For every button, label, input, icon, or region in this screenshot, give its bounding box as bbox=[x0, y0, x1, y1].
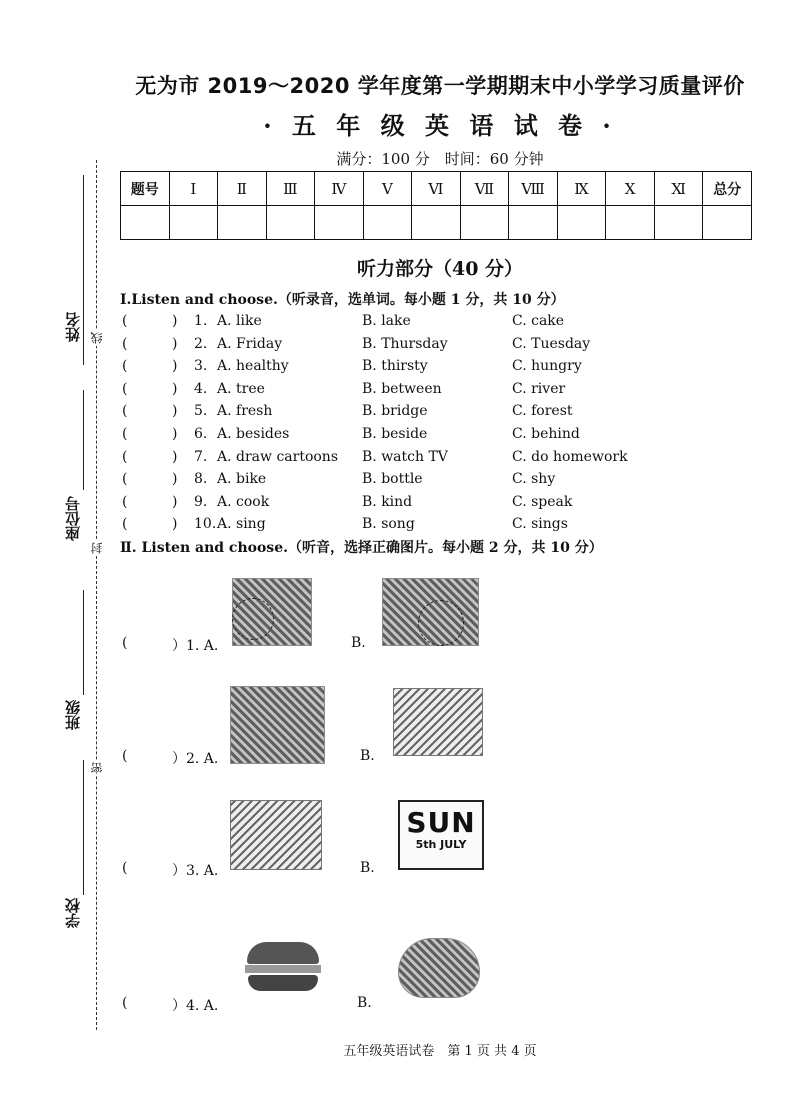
question-number: 8. bbox=[194, 471, 208, 488]
question-number: ）1. A. bbox=[172, 638, 219, 654]
answer-paren-right: ) bbox=[172, 493, 178, 510]
question-number: 10. bbox=[194, 516, 217, 533]
calendar-day-text: SUN bbox=[406, 806, 476, 839]
question-number: ）2. A. bbox=[172, 751, 219, 767]
highlight-circle bbox=[418, 600, 464, 646]
question-row bbox=[122, 449, 762, 471]
class-label: 班级 bbox=[64, 700, 82, 730]
option-c: C. forest bbox=[512, 403, 573, 420]
answer-paren-right: ) bbox=[172, 380, 178, 397]
answer-paren[interactable]: ( bbox=[122, 860, 128, 876]
score-cell[interactable] bbox=[654, 206, 703, 240]
score-cell[interactable] bbox=[460, 206, 509, 240]
score-col-header: 题号 bbox=[121, 172, 170, 206]
option-c: C. cake bbox=[512, 313, 565, 329]
question-row bbox=[122, 381, 762, 403]
score-col-header: Ⅳ bbox=[315, 172, 364, 206]
picture-option-a[interactable] bbox=[230, 800, 322, 870]
option-b: B. beside bbox=[362, 426, 428, 442]
seat-line[interactable] bbox=[83, 390, 84, 490]
listening-heading: 听力部分（40 分） bbox=[356, 258, 524, 280]
option-a: A. like bbox=[217, 313, 262, 329]
question-number: 6. bbox=[194, 426, 208, 442]
exam-subtitle: · 五 年 级 英 语 试 卷 · bbox=[263, 111, 617, 140]
score-col-header: Ⅷ bbox=[509, 172, 558, 206]
answer-paren-left[interactable]: ( bbox=[122, 471, 128, 488]
answer-paren[interactable]: ( bbox=[122, 995, 128, 1011]
part1-title: Ⅰ.Listen and choose.（听录音，选单词。每小题 1 分，共 10 分） bbox=[120, 292, 565, 308]
question-row bbox=[122, 426, 762, 448]
question-number: 9. bbox=[194, 493, 208, 510]
page-footer: 五年级英语试卷 第 1 页 共 4 页 bbox=[343, 1044, 537, 1059]
answer-paren-left[interactable]: ( bbox=[122, 313, 128, 329]
option-c: C. behind bbox=[512, 426, 580, 442]
answer-paren-left[interactable]: ( bbox=[122, 358, 128, 375]
burger-filling-icon bbox=[245, 965, 321, 973]
part2-title: Ⅱ. Listen and choose.（听音，选择正确图片。每小题 2 分，共 10 分） bbox=[120, 540, 603, 556]
score-col-header: Ⅹ bbox=[606, 172, 655, 206]
question-row bbox=[122, 403, 762, 425]
score-table bbox=[120, 171, 752, 240]
question-row bbox=[122, 494, 762, 516]
binding-dashed-line bbox=[96, 160, 97, 1030]
answer-paren-right: ) bbox=[172, 471, 178, 488]
burger-base-icon bbox=[248, 975, 318, 991]
exam-title: 无为市 2019～2020 学年度第一学期期末中小学学习质量评价 bbox=[135, 74, 745, 98]
option-a: A. besides bbox=[217, 426, 290, 442]
seat-label: 座位号 bbox=[64, 496, 82, 541]
answer-paren-right: ) bbox=[172, 403, 178, 420]
picture-option-b[interactable] bbox=[398, 938, 480, 998]
answer-paren-left[interactable]: ( bbox=[122, 380, 128, 397]
score-table-blank-row bbox=[121, 206, 752, 240]
score-cell[interactable] bbox=[509, 206, 558, 240]
calendar-date-text: 5th JULY bbox=[415, 838, 467, 851]
answer-paren-left[interactable]: ( bbox=[122, 448, 128, 465]
option-b: B. thirsty bbox=[362, 358, 428, 375]
option-b: B. Thursday bbox=[362, 335, 448, 352]
answer-paren-left[interactable]: ( bbox=[122, 493, 128, 510]
option-c: C. sings bbox=[512, 516, 568, 533]
cut-mark-seal: 封 bbox=[90, 542, 104, 554]
score-col-header: Ⅱ bbox=[218, 172, 267, 206]
score-cell[interactable] bbox=[363, 206, 412, 240]
option-b: B. lake bbox=[362, 313, 411, 329]
score-cell[interactable] bbox=[557, 206, 606, 240]
answer-paren-right: ) bbox=[172, 448, 178, 465]
option-a: A. tree bbox=[217, 380, 265, 397]
score-col-header: Ⅺ bbox=[654, 172, 703, 206]
question-row bbox=[122, 358, 762, 380]
score-cell[interactable] bbox=[315, 206, 364, 240]
option-c: C. speak bbox=[512, 493, 573, 510]
score-cell[interactable] bbox=[121, 206, 170, 240]
question-number: 4. bbox=[194, 380, 208, 397]
question-number: 7. bbox=[194, 448, 208, 465]
option-a: A. healthy bbox=[217, 358, 289, 375]
option-c: C. river bbox=[512, 380, 566, 397]
option-a: A. Friday bbox=[217, 335, 283, 352]
answer-paren-right: ) bbox=[172, 426, 178, 442]
picture-option-b[interactable] bbox=[398, 800, 484, 870]
score-col-header: Ⅰ bbox=[169, 172, 218, 206]
option-c: C. hungry bbox=[512, 358, 582, 375]
question-number: ）4. A. bbox=[172, 998, 219, 1014]
answer-paren-left[interactable]: ( bbox=[122, 335, 128, 352]
option-b: B. bottle bbox=[362, 471, 423, 488]
option-b-label: B. bbox=[351, 635, 366, 651]
answer-paren-left[interactable]: ( bbox=[122, 516, 128, 533]
answer-paren-right: ) bbox=[172, 516, 178, 533]
score-col-header: Ⅶ bbox=[460, 172, 509, 206]
option-b: B. watch TV bbox=[362, 448, 448, 465]
score-cell[interactable] bbox=[169, 206, 218, 240]
question-row bbox=[122, 516, 762, 538]
score-cell[interactable] bbox=[218, 206, 267, 240]
score-cell[interactable] bbox=[412, 206, 461, 240]
option-b: B. kind bbox=[362, 493, 413, 510]
option-b: B. bridge bbox=[362, 403, 428, 420]
question-row bbox=[122, 471, 762, 493]
option-c: C. Tuesday bbox=[512, 335, 591, 352]
cut-mark-line: 线 bbox=[90, 332, 104, 344]
answer-paren-right: ) bbox=[172, 358, 178, 375]
score-table-header-row bbox=[121, 172, 752, 206]
option-c: C. do homework bbox=[512, 448, 628, 465]
score-col-header: Ⅲ bbox=[266, 172, 315, 206]
picture-option-a[interactable] bbox=[230, 686, 325, 764]
question-number: 2. bbox=[194, 335, 208, 352]
option-a: A. bike bbox=[217, 471, 267, 488]
option-c: C. shy bbox=[512, 471, 556, 488]
option-b-label: B. bbox=[360, 748, 375, 764]
school-label: 学校 bbox=[64, 898, 82, 928]
option-a: A. cook bbox=[217, 493, 270, 510]
answer-paren[interactable]: ( bbox=[122, 748, 128, 764]
answer-paren[interactable]: ( bbox=[122, 635, 128, 651]
option-b: B. between bbox=[362, 380, 442, 397]
name-label: 姓名 bbox=[64, 312, 82, 342]
option-a: A. sing bbox=[217, 516, 266, 533]
answer-paren-right: ) bbox=[172, 335, 178, 352]
question-number: 1. bbox=[194, 313, 208, 329]
question-number: 5. bbox=[194, 403, 208, 420]
class-line[interactable] bbox=[83, 590, 84, 695]
score-cell[interactable] bbox=[266, 206, 315, 240]
highlight-circle bbox=[232, 598, 274, 640]
answer-paren-left[interactable]: ( bbox=[122, 403, 128, 420]
name-line[interactable] bbox=[83, 175, 84, 365]
score-col-header: Ⅵ bbox=[412, 172, 461, 206]
cut-mark-dense: 密 bbox=[90, 762, 104, 774]
score-cell[interactable] bbox=[606, 206, 655, 240]
option-b: B. song bbox=[362, 516, 415, 533]
burger-bun-icon bbox=[247, 942, 319, 964]
question-number: 3. bbox=[194, 358, 208, 375]
question-row bbox=[122, 313, 762, 335]
option-a: A. fresh bbox=[217, 403, 273, 420]
score-time-info: 满分：100 分 时间：60 分钟 bbox=[336, 150, 544, 168]
score-col-header: 总分 bbox=[703, 172, 752, 206]
school-line[interactable] bbox=[83, 760, 84, 895]
option-b-label: B. bbox=[357, 995, 372, 1011]
score-col-header: Ⅴ bbox=[363, 172, 412, 206]
answer-paren-left[interactable]: ( bbox=[122, 426, 128, 442]
answer-paren-right: ) bbox=[172, 313, 178, 329]
option-b-label: B. bbox=[360, 860, 375, 876]
picture-option-b[interactable] bbox=[393, 688, 483, 756]
option-a: A. draw cartoons bbox=[217, 448, 339, 465]
score-cell[interactable] bbox=[703, 206, 752, 240]
question-row bbox=[122, 336, 762, 358]
score-col-header: Ⅸ bbox=[557, 172, 606, 206]
question-number: ）3. A. bbox=[172, 863, 219, 879]
